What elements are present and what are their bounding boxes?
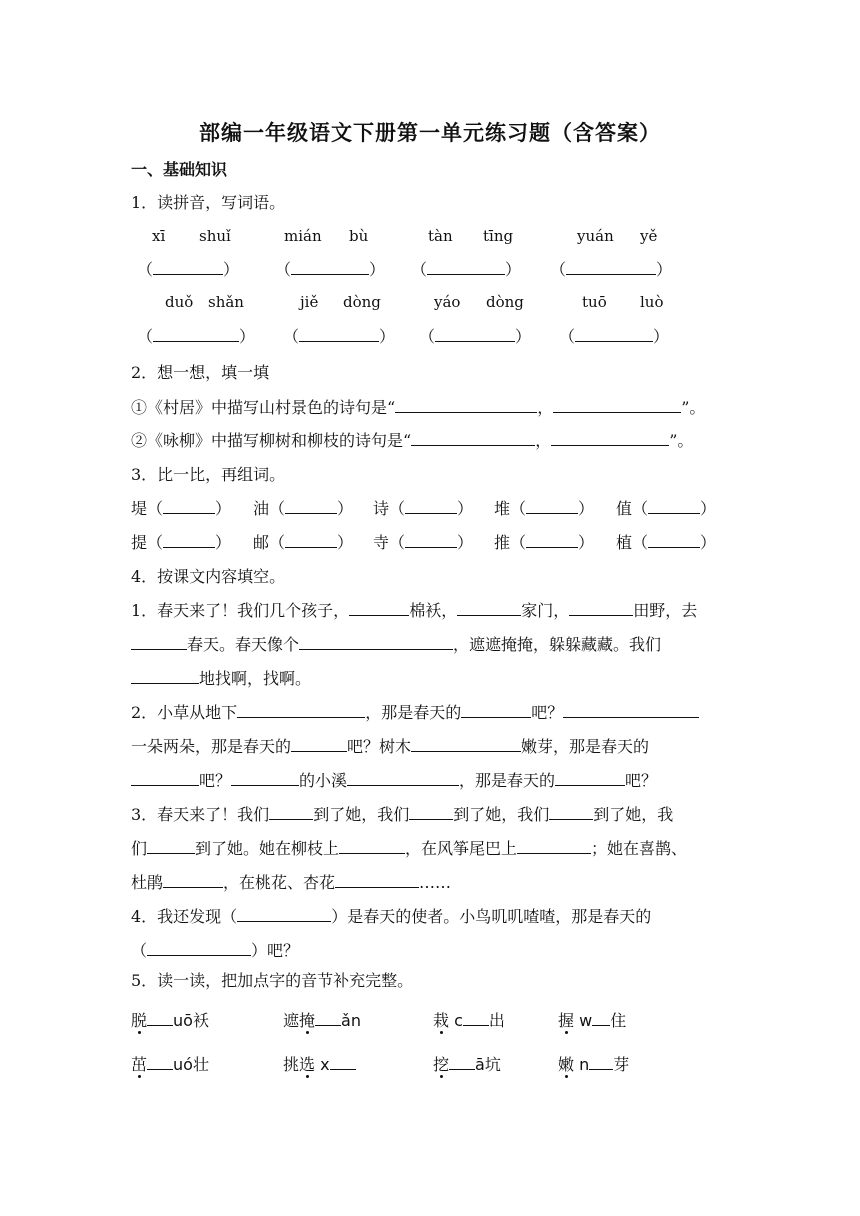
answer-blank[interactable]: [555, 771, 625, 786]
answer-blank[interactable]: [648, 499, 700, 514]
answer-blank[interactable]: [147, 1055, 173, 1070]
text: ，在桃花、杏花: [223, 873, 336, 892]
pinyin: shuǐ: [199, 227, 231, 245]
pinyin: bù: [349, 227, 369, 245]
text: ，遮遮掩掩，躲躲藏藏。我们: [453, 635, 662, 654]
pinyin: yuán: [577, 227, 614, 245]
pinyin: luò: [640, 293, 664, 311]
paragraph-line: [131, 632, 661, 655]
pinyin: dòng: [343, 293, 381, 311]
pinyin: jiě: [300, 293, 319, 311]
answer-blank[interactable]: [569, 601, 633, 616]
question-3-label: 3．比一比，再组词。: [131, 465, 286, 484]
text: 吧？: [531, 703, 564, 722]
character: 挑: [283, 1055, 300, 1074]
answer-blank[interactable]: [549, 805, 593, 820]
compare-item: 堆（ ）: [494, 499, 595, 518]
text: 到了她。她在柳枝上: [195, 839, 340, 858]
question-text: ②《咏柳》中描写柳树和柳枝的诗句是“: [131, 431, 412, 450]
text: （: [131, 941, 148, 960]
paragraph-line: [131, 768, 657, 791]
text: 到了她，我们: [453, 805, 550, 824]
dotted-character: 嫩: [558, 1052, 574, 1075]
answer-blank[interactable]: [411, 737, 521, 752]
answer-blank[interactable]: [457, 601, 521, 616]
answer-box[interactable]: （ ）: [137, 260, 240, 279]
syllable-item: [558, 1008, 626, 1031]
dotted-character: 握: [558, 1008, 574, 1031]
syllable-part: n: [579, 1055, 590, 1074]
paragraph-line: [131, 870, 451, 893]
paragraph-line: [131, 802, 673, 825]
dotted-character: 挖: [433, 1052, 449, 1075]
syllable-item: [558, 1052, 629, 1075]
text: ）吧？: [251, 941, 300, 960]
paragraph-line: [131, 836, 687, 859]
text: 2．小草从地下: [131, 703, 238, 722]
syllable-part: w: [579, 1011, 593, 1030]
syllable-item: [131, 1052, 209, 1075]
answer-box[interactable]: （ ）: [283, 327, 396, 346]
character: 壮: [192, 1055, 209, 1074]
quote-end: ”。: [669, 431, 694, 450]
answer-box[interactable]: （ ）: [419, 327, 532, 346]
text: 们: [131, 839, 148, 858]
pinyin: xī: [152, 227, 166, 245]
pinyin: shǎn: [208, 293, 244, 311]
compare-item: 堤（ ）: [131, 499, 232, 518]
pinyin: dòng: [486, 293, 524, 311]
pinyin: tuō: [582, 293, 607, 311]
answer-blank[interactable]: [163, 499, 215, 514]
answer-blank[interactable]: [563, 703, 699, 718]
text: 1．春天来了！我们几个孩子，: [131, 601, 350, 620]
poem-question-1: [131, 395, 705, 418]
answer-blank[interactable]: [551, 431, 669, 446]
answer-blank[interactable]: [131, 635, 187, 650]
answer-blank[interactable]: [526, 499, 578, 514]
character: 出: [488, 1011, 505, 1030]
answer-blank[interactable]: [330, 1055, 356, 1070]
dotted-character: 掩: [299, 1008, 315, 1031]
paragraph-line: [131, 700, 699, 723]
compare-item: 植（ ）: [616, 533, 717, 552]
quote-end: ”。: [681, 398, 706, 417]
text: 的小溪: [299, 771, 348, 790]
answer-blank[interactable]: [409, 805, 453, 820]
text: 棉袄，: [409, 601, 458, 620]
answer-blank[interactable]: [147, 1011, 173, 1026]
answer-blank[interactable]: [291, 737, 347, 752]
character: 植: [616, 533, 633, 552]
paragraph-line: [131, 598, 697, 621]
question-4-label: 4．按课文内容填空。: [131, 567, 286, 586]
pinyin: tàn: [428, 227, 453, 245]
answer-blank[interactable]: [395, 398, 537, 413]
dotted-character: 茁: [131, 1052, 147, 1075]
character: 堤: [131, 499, 148, 518]
answer-blank[interactable]: [648, 533, 700, 548]
syllable-item: [283, 1052, 356, 1075]
answer-blank[interactable]: [589, 1055, 613, 1070]
paragraph-line: [131, 666, 311, 689]
text: 吧？树木: [347, 737, 412, 756]
character: 坑: [484, 1055, 501, 1074]
answer-blank[interactable]: [163, 533, 215, 548]
answer-blank[interactable]: [411, 431, 535, 446]
answer-blank[interactable]: [147, 839, 195, 854]
pinyin: duǒ: [165, 293, 194, 311]
answer-blank[interactable]: [517, 839, 591, 854]
text: 3．春天来了！我们: [131, 805, 270, 824]
text: 地找啊，找啊。: [199, 669, 312, 688]
paragraph-line: [131, 904, 651, 927]
answer-blank[interactable]: [285, 499, 337, 514]
answer-blank[interactable]: [349, 601, 409, 616]
answer-blank[interactable]: [592, 1011, 610, 1026]
syllable-part: ǎn: [341, 1011, 361, 1030]
character: 堆: [494, 499, 511, 518]
syllable-part: x: [320, 1055, 330, 1074]
dotted-character: 栽: [433, 1008, 449, 1031]
answer-blank[interactable]: [315, 1011, 341, 1026]
pinyin: yě: [640, 227, 658, 245]
text: 一朵两朵，那是春天的: [131, 737, 292, 756]
text: 4．我还发现（: [131, 907, 238, 926]
text: 到了她，我们: [313, 805, 410, 824]
answer-blank[interactable]: [285, 533, 337, 548]
dotted-character: 脱: [131, 1008, 147, 1031]
text: ）是春天的使者。小鸟叽叽喳喳，那是春天的: [331, 907, 652, 926]
question-text: ①《村居》中描写山村景色的诗句是“: [131, 398, 396, 417]
comma: ，: [535, 431, 552, 450]
answer-blank[interactable]: [131, 669, 199, 684]
compare-item: 提（ ）: [131, 533, 232, 552]
text: ，在风筝尾巴上: [405, 839, 518, 858]
poem-question-2: [131, 428, 693, 451]
text: 家门，: [521, 601, 570, 620]
answer-blank[interactable]: [237, 703, 365, 718]
answer-blank[interactable]: [147, 941, 251, 956]
answer-blank[interactable]: [553, 398, 681, 413]
character: 提: [131, 533, 148, 552]
section-heading: 一、基础知识: [131, 160, 228, 179]
answer-blank[interactable]: [231, 771, 299, 786]
character: 芽: [613, 1055, 630, 1074]
pinyin: mián: [284, 227, 322, 245]
compare-item: 值（ ）: [616, 499, 717, 518]
text: ，那是春天的: [365, 703, 462, 722]
character: 袄: [192, 1011, 209, 1030]
compare-item: 推（ ）: [494, 533, 595, 552]
answer-blank[interactable]: [269, 805, 313, 820]
text: ……: [419, 873, 452, 892]
paragraph-line: [131, 938, 299, 961]
answer-blank[interactable]: [405, 533, 457, 548]
paragraph-line: [131, 734, 649, 757]
text: 到了她，我: [593, 805, 674, 824]
character: 推: [494, 533, 511, 552]
text: ；她在喜鹊、: [591, 839, 688, 858]
dotted-character: 选: [299, 1052, 315, 1075]
text: 杜鹃: [131, 873, 164, 892]
question-5-label: 5．读一读，把加点字的音节补充完整。: [131, 971, 414, 990]
text: 嫩芽，那是春天的: [521, 737, 650, 756]
answer-blank[interactable]: [299, 635, 453, 650]
question-2-label: 2．想一想，填一填: [131, 363, 270, 382]
character: 值: [616, 499, 633, 518]
pinyin: yáo: [434, 293, 461, 311]
answer-blank[interactable]: [526, 533, 578, 548]
character: 油: [253, 499, 270, 518]
text: ，那是春天的: [459, 771, 556, 790]
answer-blank[interactable]: [449, 1055, 475, 1070]
character: 遮: [283, 1011, 300, 1030]
syllable-item: [433, 1052, 501, 1075]
answer-box[interactable]: （ ）: [137, 327, 256, 346]
answer-blank[interactable]: [347, 771, 459, 786]
answer-box[interactable]: （ ）: [275, 260, 386, 279]
answer-blank[interactable]: [237, 907, 331, 922]
character: 诗: [373, 499, 390, 518]
question-1-label: 1．读拼音，写词语。: [131, 193, 286, 212]
character: 住: [610, 1011, 627, 1030]
compare-item: 寺（ ）: [373, 533, 474, 552]
text: 春天。春天像个: [187, 635, 300, 654]
text: 田野，去: [633, 601, 698, 620]
compare-item: 邮（ ）: [253, 533, 354, 552]
syllable-item: [433, 1008, 505, 1031]
answer-box[interactable]: （ ）: [411, 260, 522, 279]
answer-blank[interactable]: [461, 703, 531, 718]
syllable-part: uó: [173, 1055, 193, 1074]
text: 吧？: [625, 771, 658, 790]
answer-box[interactable]: （ ）: [550, 260, 673, 279]
syllable-part: ā: [475, 1055, 485, 1074]
pinyin: tīng: [483, 227, 514, 245]
answer-blank[interactable]: [131, 771, 199, 786]
compare-item: 油（ ）: [253, 499, 354, 518]
compare-item: 诗（ ）: [373, 499, 474, 518]
answer-blank[interactable]: [335, 873, 419, 888]
answer-box[interactable]: （ ）: [559, 327, 670, 346]
answer-blank[interactable]: [405, 499, 457, 514]
answer-blank[interactable]: [163, 873, 223, 888]
syllable-part: uō: [173, 1011, 193, 1030]
syllable-item: [131, 1008, 209, 1031]
syllable-part: c: [454, 1011, 463, 1030]
character: 邮: [253, 533, 270, 552]
syllable-item: [283, 1008, 361, 1031]
answer-blank[interactable]: [339, 839, 405, 854]
answer-blank[interactable]: [463, 1011, 489, 1026]
comma: ，: [537, 398, 554, 417]
character: 寺: [373, 533, 390, 552]
text: 吧？: [199, 771, 232, 790]
page-title: 部编一年级语文下册第一单元练习题（含答案）: [199, 120, 661, 145]
